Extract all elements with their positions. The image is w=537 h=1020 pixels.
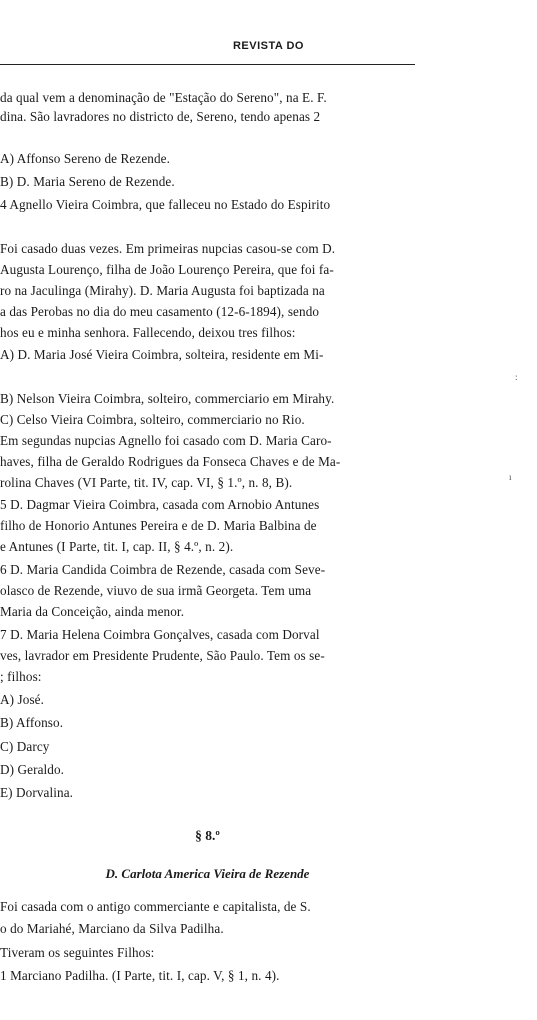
text-line: dina. São lavradores no districto de, Sereno, tendo apenas 2 [0,109,321,124]
text-line: E) Dorvalina. [0,785,74,800]
text-line: 1 Marciano Padilha. (I Parte, tit. I, cap. V, § 1, n. 4). [0,968,280,983]
text-line: da qual vem a denominação de "Estação do Sereno", na E. F. [0,90,327,105]
header-rule [0,64,415,65]
section-subtitle: D. Carlota America Vieira de Rezende [105,866,310,881]
text-line: olasco de Rezende, viuvo de sua irmã Georgeta. Tem uma [0,583,312,598]
text-line: Tiveram os seguintes Filhos: [0,945,155,960]
text-line: Foi casada com o antigo commerciante e capitalista, de S. [0,899,311,914]
text-line: B) Nelson Vieira Coimbra, solteiro, commerciario em Mirahy. [0,391,335,406]
text-line: rolina Chaves (VI Parte, tit. IV, cap. VI, § 1.º, n. 8, B). [0,475,293,490]
text-line: ves, lavrador em Presidente Prudente, São Paulo. Tem os se- [0,648,325,663]
text-line: haves, filha de Geraldo Rodrigues da Fonseca Chaves e de Ma- [0,454,341,469]
margin-mark: : [515,372,518,382]
text-line: Foi casado duas vezes. Em primeiras nupcias casou-se com D. [0,241,336,256]
text-line: Augusta Lourenço, filha de João Lourenço Pereira, que foi fa- [0,262,334,277]
text-line: Maria da Conceição, ainda menor. [0,604,185,619]
text-line: a das Perobas no dia do meu casamento (12-6-1894), sendo [0,304,320,319]
text-line: filho de Honorio Antunes Pereira e de D. Maria Balbina de [0,518,317,533]
text-line: ro na Jaculinga (Mirahy). D. Maria Augusta foi baptizada na [0,283,325,298]
text-line: 6 D. Maria Candida Coimbra de Rezende, casada com Seve- [0,562,326,577]
text-line: 5 D. Dagmar Vieira Coimbra, casada com Arnobio Antunes [0,497,320,512]
text-line: 4 Agnello Vieira Coimbra, que falleceu no Estado do Espirito [0,197,331,212]
text-line: e Antunes (I Parte, tit. I, cap. II, § 4.º, n. 2). [0,539,234,554]
text-line: ; filhos: [0,669,42,684]
section-heading: § 8.º [195,828,220,843]
margin-mark: ı [509,472,512,482]
text-line: B) D. Maria Sereno de Rezende. [0,174,175,189]
text-line: hos eu e minha senhora. Fallecendo, deixou tres filhos: [0,325,296,340]
text-line: B) Affonso. [0,715,64,730]
running-header: REVISTA DO [232,40,304,52]
text-line: 7 D. Maria Helena Coimbra Gonçalves, casada com Dorval [0,627,320,642]
text-line: D) Geraldo. [0,762,65,777]
text-line: Em segundas nupcias Agnello foi casado com D. Maria Caro- [0,433,332,448]
text-line: C) Darcy [0,739,50,754]
text-line: A) José. [0,692,45,707]
text-line: A) D. Maria José Vieira Coimbra, solteira, residente em Mi- [0,347,324,362]
text-line: o do Mariahé, Marciano da Silva Padilha. [0,921,224,936]
text-line: A) Affonso Sereno de Rezende. [0,151,171,166]
text-line: C) Celso Vieira Coimbra, solteiro, commerciario no Rio. [0,412,305,427]
